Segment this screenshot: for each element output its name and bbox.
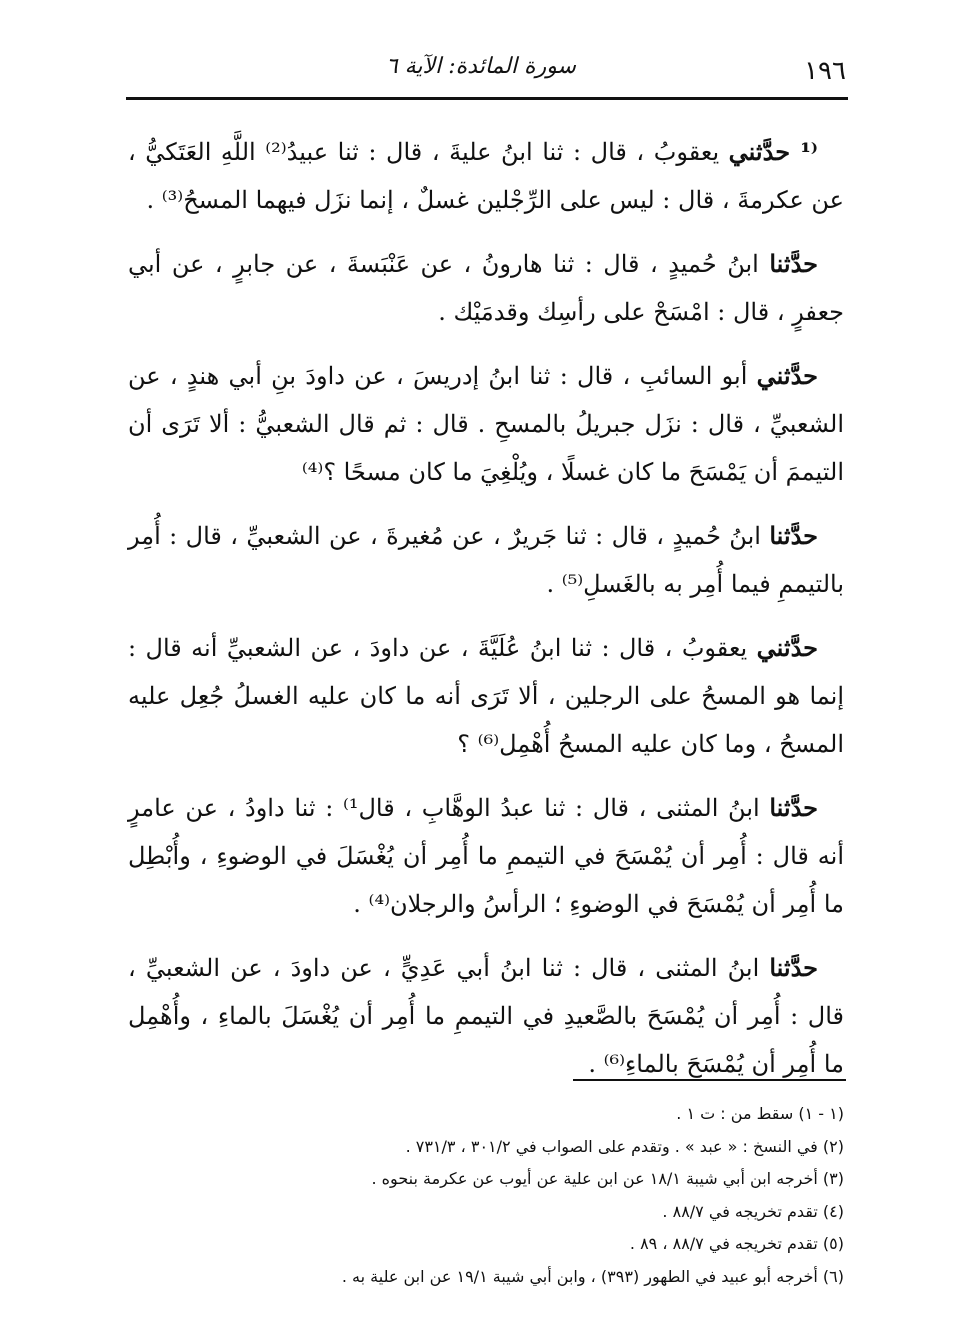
footnote-rule <box>573 1079 846 1081</box>
footnote: (٢) في النسخ : « عبد » . وتقدم على الصواب في ٣٠١/٢ ، ٧٣١/٣ . <box>405 1136 844 1156</box>
paragraph-text: يعقوبُ ، قال : ثنا ابنُ عليةَ ، قال : ثنا عبيدُ⁽²⁾ اللَّهِ العَتَكيُّ ، عن عكرمةَ ، قال : ليس على الرِّجْلين غسلٌ ، إنما نزَل فيهما المسحُ⁽³⁾ . <box>128 138 844 214</box>
paragraph-text: ابنُ المثنى ، قال : ثنا ابنُ أبي عَدِيٍّ ، عن داودَ ، عن الشعبيِّ ، قال : أُمِر أن يُمْسَحَ بالصَّعيدِ في التيممِ ما أُمِر أن يُغْسَلَ بالماءِ ، وأُهْمِل ما أُمِر أن يُمْسَحَ بالماءِ⁽⁶⁾ . <box>128 954 844 1078</box>
paragraph-text: يعقوبُ ، قال : ثنا ابنُ عُلَيَّةَ ، عن داودَ ، عن الشعبيِّ أنه قال : إنما هو المسحُ على الرجلين ، ألا تَرَى أنه ما كان عليه الغسلُ جُعِل عليه المسحُ ، وما كان عليه المسحُ أُهْمِل⁽⁶⁾ ؟ <box>128 634 844 758</box>
paragraph-text: ابنُ حُميدٍ ، قال : ثنا هارونُ ، عن عَنْبَسةَ ، عن جابرٍ ، عن أبي جعفرٍ ، قال : امْسَحْ على رأسِك وقدمَيْك . <box>128 250 844 326</box>
main-text <box>128 128 844 1104</box>
paragraph-lead: حدَّثني <box>756 361 818 390</box>
paragraph <box>128 944 844 1088</box>
paragraph <box>128 784 844 928</box>
running-title: سورة المائدة: الآية ٦ <box>385 54 576 79</box>
paragraph <box>128 624 844 768</box>
footnote: (٤) تقدم تخريجه في ٨٨/٧ . <box>662 1201 844 1221</box>
paragraph-lead: حدَّثنا <box>769 521 818 550</box>
paragraph <box>128 512 844 608</box>
paragraph-text: أبو السائبِ ، قال : ثنا ابنُ إدريسَ ، عن داودَ بنِ أبي هندٍ ، عن الشعبيِّ ، قال : نزَل جبريلُ بالمسحِ . قال : ثم قال الشعبيُّ : ألا تَرَى أن التيممَ أن يَمْسَحَ ما كان غسلًا ، ويُلْغِيَ ما كان مسحًا ؟⁽⁴⁾ <box>128 362 844 486</box>
paragraph-lead: ⁽¹ حدَّثني <box>728 137 818 166</box>
footnotes <box>128 1098 844 1293</box>
paragraph-text: ابنُ حُميدٍ ، قال : ثنا جَريرٌ ، عن مُغيرةَ ، عن الشعبيِّ ، قال : أُمِر بالتيممِ فيما أُمِر به بالغَسلِ⁽⁵⁾ . <box>128 522 844 598</box>
paragraph-lead: حدَّثنا <box>769 953 818 982</box>
paragraph-lead: حدَّثنا <box>769 249 818 278</box>
footnote: (٥) تقدم تخريجه في ٨٨/٧ ، ٨٩ . <box>629 1234 844 1253</box>
paragraph <box>128 128 844 224</box>
footnote: (١ - ١) سقط من : ت ١ . <box>676 1104 844 1123</box>
footnote: (٣) أخرجه ابن أبي شيبة ١٨/١ عن ابن علية عن أيوب عن عكرمة بنحوه . <box>371 1169 844 1188</box>
page-number: ١٩٦ <box>804 56 846 86</box>
paragraph-lead: حدَّثني <box>756 633 818 662</box>
footnote: (٦) أخرجه أبو عبيد في الطهور (٣٩٣) ، وابن أبي شيبة ١٩/١ عن ابن علية به . <box>341 1266 844 1286</box>
paragraph <box>128 352 844 496</box>
header-rule <box>126 97 848 100</box>
paragraph <box>128 240 844 336</box>
paragraph-lead: حدَّثنا <box>769 793 819 822</box>
paragraph-text: ابنُ المثنى ، قال : ثنا عبدُ الوهَّابِ ، قال¹⁾ : ثنا داودُ ، عن عامرٍ أنه قال : أُمِر أن يُمْسَحَ في التيممِ ما أُمِر أن يُغْسَلَ في الوضوءِ ، وأُبْطِل ما أُمِر أن يُمْسَحَ في الوضوءِ ؛ الرأسُ والرجلان⁽⁴⁾ . <box>128 794 845 918</box>
page-header <box>126 50 846 90</box>
